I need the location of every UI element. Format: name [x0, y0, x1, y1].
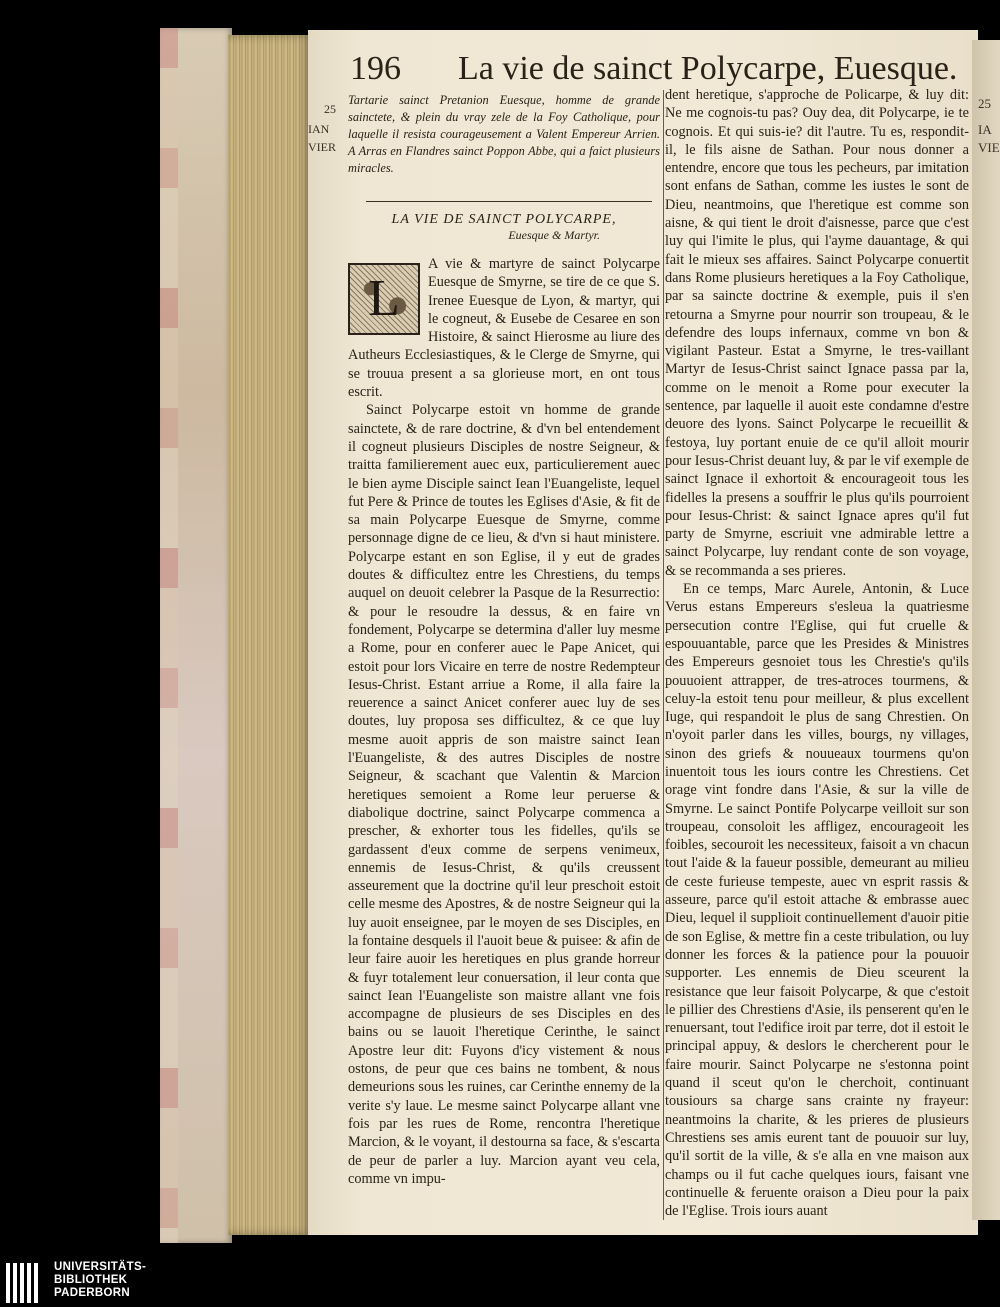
- logo-line-3: PADERBORN: [54, 1287, 130, 1299]
- section-title: LA VIE DE SAINCT POLYCARPE,: [391, 212, 617, 227]
- section-divider: [366, 201, 652, 202]
- left-column: [348, 88, 660, 1188]
- margin-month-1: IAN: [308, 122, 330, 136]
- intro-italic: Tartarie sainct Pretanion Euesque, homme de grande sainctete, & plein du vray zele de la Foy Catholique, pour laquelle il resista courageusement a Valent Empereur Arrien. A Arras en Flandres sainct Poppon Abbe, qui a faict plusieurs miracles.: [348, 93, 660, 175]
- margin-date: [308, 100, 348, 156]
- right-column: [665, 86, 969, 1220]
- margin-month-2: VIER: [308, 140, 336, 154]
- logo-bars-icon: [6, 1263, 46, 1303]
- dropcap-ornament: L: [348, 263, 420, 335]
- left-body: [348, 255, 660, 1188]
- page-fore-edge: [228, 35, 312, 1235]
- column-separator: [663, 90, 664, 1220]
- paragraph: Sainct Polycarpe estoit vn homme de grande sainctete, & de rare doctrine, & d'vn bel entendement il cogneut plusieurs Disciples de nostre Seigneur, & traitta familierement auec eux, particulierement auec le bien ayme Disciple sainct Iean l'Euangeliste, lequel fut Pere & Prince de toutes les Eglises d'Asie, & fit de sa main Polycarpe Euesque de Smyrne, comme personnage digne de ce lieu, & d'vn si haut ministere. Polycarpe estant en son Eglise, il y eut de grades doutes & difficultez entre les Chrestiens, du temps auquel on deuoit celebrer la Pasque de la Resurrectio: & pour le resoudre la dessus, & en faire vn fondement, Polycarpe se determina d'aller luy mesme a Rome, pour en conferer auec le Pape Anicet, qui estoit pour lors Vicaire en terre de nostre Redempteur Iesus-Christ. Estant arriue a Rome, il alla faire la reuerence a sainct Anicet conferer auec luy de ses doutes, luy proposa ses difficultez, & ce que luy mesme auoit appris de son maistre sainct Iean l'Euangeliste, & des autres Disciples de nostre Seigneur, & scachant que Valentin & Marcion heretiques semoient a Rome leur peruerse & diabolique doctrine, sainct Polycarpe commenca a prescher, & exhorter tous les fidelles, qu'ils se gardassent d'eux comme de serpens venimeux, ennemis de Iesus-Christ, & qu'ils creussent asseurement que la doctrine qu'il leur preschoit estoit celle mesme des Apostres, & de nostre Seigneur qui la luy auoit enseignee, par le moyen de ses Disciples, en la fontaine desquels il l'auoit beue & puisee: & afin de leur faire auoir les heretiques en plus grande horreur & fuyr totalement leur conuersation, il leur conta que sainct Iean l'Euangeliste son maistre allant vne fois accompagne de plusieurs de ses Disciples en des bains ou se lauoit l'heretique Cerinthe, le sainct Apostre leur dit: Fuyons d'icy vistement & nous ostons, de peur que ces bains ne tombent, & nous demeurions sous les ruines, car Cerinthe ennemy de la verite s'y laue. Le mesme sainct Polycarpe allant vne fois par les rues de Rome, rencontra l'heretique Marcion, & le voyant, il destourna sa face, & s'escarta de peur de parler a luy. Marcion ayant veu cela, comme vn impu-: [348, 402, 660, 1187]
- running-title: La vie de sainct Polycarpe, Euesque.: [458, 50, 958, 87]
- margin-day: 25: [324, 102, 336, 116]
- page-number: 196: [350, 50, 401, 87]
- logo-line-1: UNIVERSITÄTS-: [54, 1261, 147, 1273]
- book-binding: [160, 28, 232, 1243]
- paragraph: dent heretique, s'approche de Policarpe, & luy dit: Ne me cognois-tu pas? Ouy dea, dit Polycarpe, ie te cognois. Et qui suis-ie? dit l'autre. Tu es, respondit-il, le fils aisne de Sathan. Pour nous donner a entendre, encore que tous les pecheurs, par imitation sont enfans de Sathan, comme les iustes le sont de Dieu, neantmoins, que l'heretique est comme son aisne, & qui tient le droit d'aisnesse, parce que c'est luy qui l'imite le plus, qui l'ayme dauantage, & qui fait le mieux ses affaires. Sainct Polycarpe conuertit dans Rome plusieurs heretiques a la Foy Catholique, par sa saincte doctrine & exemple, puis il s'en retourna a Smyrne pour nourrir son troupeau, & le defendre des loups infernaux, comme vn bon & vigilant Pasteur. Estat a Smyrne, le tres-vaillant Martyr de Iesus-Christ sainct Ignace passa par la, comme on le menoit a Rome pour executer la sentence, par laquelle il auoit este condamne d'estre deuore des lyons. Sainct Polycarpe le recueillit & festoya, luy portant enuie de ce qu'il alloit mourir pour Iesus-Christ deuant luy, & par le vif exemple de sainct Ignace il exhortoit & encourageoit tous les fidelles la presens a souffrir le plus qu'ils pourroient pour Iesus-Christ: & sainct Ignace apres qu'il fut party de Smyrne, escriuit vne admirable lettre a sainct Polycarpe, luy rendant conte de son voyage, & se recommanda a ses prieres.: [665, 87, 969, 579]
- logo-text: [54, 1261, 146, 1300]
- book-page: [308, 30, 978, 1235]
- paragraph: En ce temps, Marc Aurele, Antonin, & Luce Verus estans Empereurs s'esleua la quatriesme persecution contre l'Eglise, qui fut cruelle & espouuantable, parce que les Presides & Ministres des Empereurs gesnoiet tous les Chrestie's qu'ils pouuoient attrapper, de tres-atroces tourmens, & celuy-la estoit tenu pour meilleur, & plus excellent Iuge, qui respandoit le plus de sang Chrestien. On n'oyoit parler dans les villes, bourgs, ny villages, sinon des griefs & nouueaux tourmens qu'on inuentoit tous les iours contre les Chrestiens. Cet orage vint fondre dans l'Asie, & sur la ville de Smyrne. Le sainct Pontife Polycarpe veilloit sur son troupeau, consoloit les affligez, encourageoit les foibles, secouroit les necessiteux, faisoit a vn chacun tout l'aide & la faueur possible, demeurant au milieu de ceste furieuse tempeste, auec vn esprit rassis & asseure, parce qu'il estoit attache & embrasse auec Dieu, lequel il supplioit continuellement d'auoir pitie de son Eglise, & mettre fin a ceste tribulation, ou luy donner les forces & la patience pour la pouuoir supporter. Les ennemis de Dieu sceurent la resistance que leur faisoit Polycarpe, & que c'estoit le pillier des Chrestiens d'Asie, ils penserent qu'en le renuersant, tout l'edifice iroit par terre, dot il estoit le principal appuy, & deslors le chercherent pour le faire mourir. Sainct Polycarpe ne s'estonna point quand il sceut qu'on le cherchoit, continuant tousiours sa charge sans crainte ny frayeur: neantmoins la charite, & les prieres de plusieurs Chrestiens ses amis eurent tant de pouuoir sur luy, qu'il sortit de la ville, & s'e alla en vne maison aux champs ou il fut cache quelques iours, faisant vne continuelle & feruente oraison a Dieu pour la paix de l'Eglise. Trois iours auant: [665, 581, 969, 1220]
- next-page-edge: [972, 40, 1000, 1220]
- right-body: [665, 86, 969, 1220]
- paragraph: A vie & martyre de sainct Polycarpe Euesque de Smyrne, se tire de ce que S. Irenee Euesque de Lyon, & martyr, qui le cogneut, & Eusebe de Cesaree en son Histoire, & sainct Hierosme au liure des Autheurs Ecclesiastiques, & le Clerge de Smyrne, qui se trouua present a sa glorieuse mort, en ont tous escrit.: [348, 256, 660, 401]
- next-margin-month-1: IA: [978, 122, 992, 137]
- section-subtitle: Euesque & Martyr.: [508, 228, 600, 242]
- next-margin-day: 25: [978, 96, 991, 111]
- library-logo: [0, 1255, 160, 1307]
- logo-line-2: BIBLIOTHEK: [54, 1274, 128, 1286]
- next-margin-month-2: VIE: [978, 140, 1000, 155]
